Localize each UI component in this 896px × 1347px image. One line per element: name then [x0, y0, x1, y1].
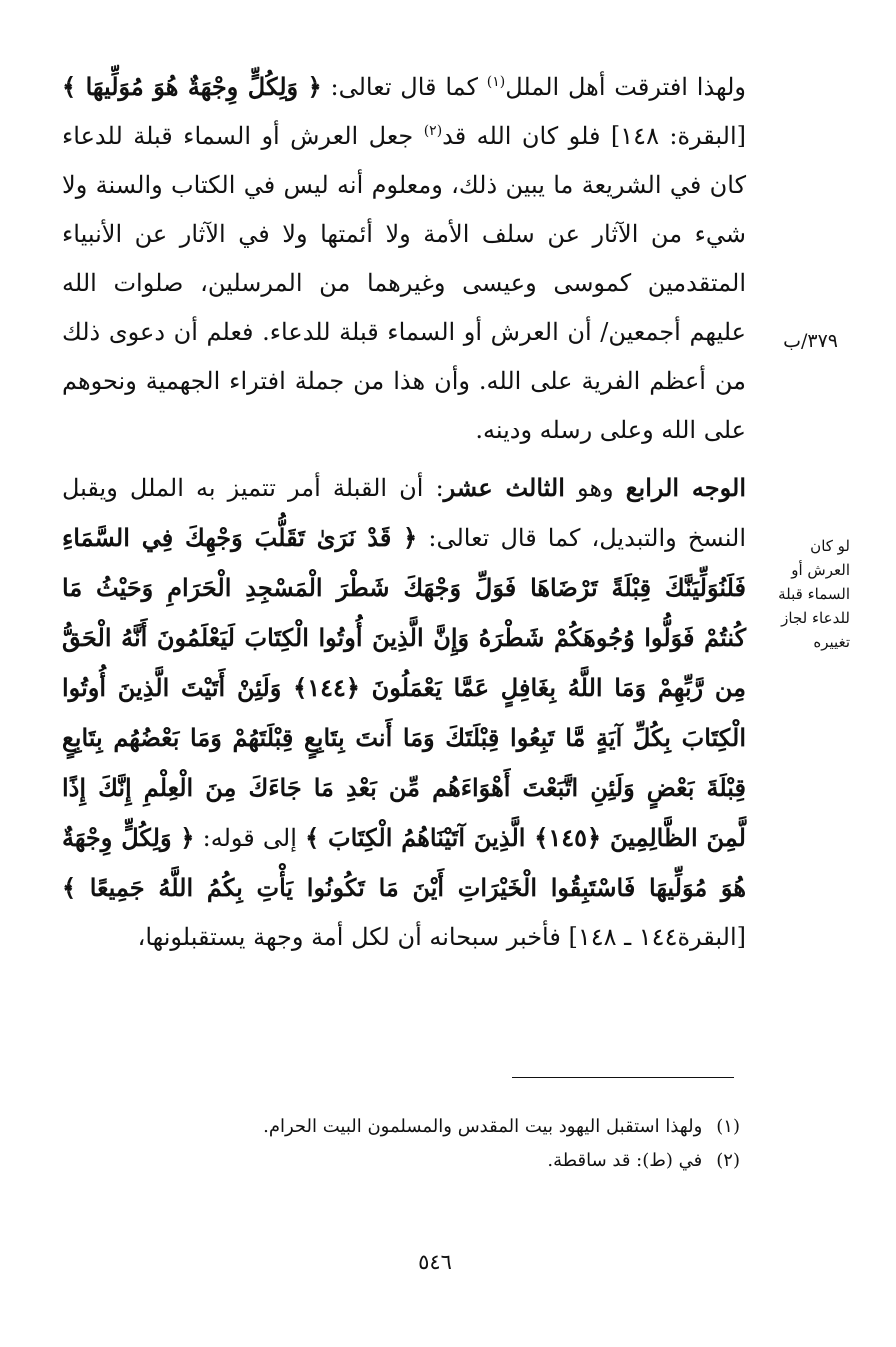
main-text: [62, 62, 746, 962]
quran-verse: ﴿ قَدْ نَرَىٰ تَقَلُّبَ وَجْهِكَ فِي السَّمَاءِ فَلَنُوَلِّيَنَّكَ قِبْلَةً تَرْضَاهَا فَوَلِّ وَجْهَكَ شَطْرَ الْمَسْجِدِ الْحَرَامِ وَحَيْثُ مَا كُنتُمْ فَوَلُّوا وُجُوهَكُمْ شَطْرَهُ وَإِنَّ الَّذِينَ أُوتُوا الْكِتَابَ لَيَعْلَمُونَ أَنَّهُ الْحَقُّ مِن رَّبِّهِمْ وَمَا اللَّهُ بِغَافِلٍ عَمَّا يَعْمَلُونَ ﴿١٤٤﴾ وَلَئِنْ أَتَيْتَ الَّذِينَ أُوتُوا الْكِتَابَ بِكُلِّ آيَةٍ مَّا تَبِعُوا قِبْلَتَكَ وَمَا أَنتَ بِتَابِعٍ قِبْلَتَهُمْ وَمَا بَعْضُهُم بِتَابِعٍ قِبْلَةَ بَعْضٍ وَلَئِنِ اتَّبَعْتَ أَهْوَاءَهُم مِّن بَعْدِ مَا جَاءَكَ مِنَ الْعِلْمِ إِنَّكَ إِذًا لَّمِنَ الظَّالِمِينَ ﴿١٤٥﴾ الَّذِينَ آتَيْنَاهُمُ الْكِتَابَ ﴾: [62, 523, 747, 852]
section-heading-ordinal: الثالث عشر: [443, 473, 565, 502]
footnote-number: (٢): [716, 1150, 740, 1171]
section-heading: الوجه الرابع: [625, 473, 747, 502]
text-segment: ولهذا افترقت أهل الملل: [505, 73, 747, 101]
footnotes: [160, 1110, 740, 1178]
text-segment: كما قال تعالى:: [321, 73, 487, 101]
quran-verse: ﴿ وَلِكُلٍّ وِجْهَةٌ هُوَ مُوَلِّيهَا ﴾: [62, 72, 322, 101]
footnote-text: ولهذا استقبل اليهود بيت المقدس والمسلمون البيت الحرام.: [263, 1116, 703, 1137]
footnote-marker-2[interactable]: (٢): [423, 123, 443, 139]
manuscript-folio-ref: ٣٧٩/ب: [783, 330, 838, 352]
text-segment: جعل العرش أو السماء قبلة للدعاء كان في الشريعة ما يبين ذلك، ومعلوم أنه ليس في الكتاب والسنة ولا شيء من الآثار عن سلف الأمة ولا أئمتها ولا في الآثار عن الأنبياء المتقدمين كموسى وعيسى وغيرهما من المرسلين، صلوات الله عليهم أجمعين/ أن العرش أو السماء قبلة للدعاء. فعلم أن دعوى ذلك من أعظم الفرية على الله. وأن هذا من جملة افتراء الجهمية ونحوهم على الله وعلى رسله ودينه.: [62, 122, 746, 444]
footnote-number: (١): [716, 1116, 740, 1137]
page-number: ٥٤٦: [418, 1250, 452, 1274]
footnote-separator: [512, 1077, 734, 1078]
paragraph-1: [62, 62, 746, 455]
paragraph-2: [62, 463, 746, 962]
text-segment: وهو: [564, 474, 626, 502]
text-segment: إلى قوله:: [194, 824, 306, 852]
margin-note: لو كان العرش أو السماء قبلة للدعاء لجاز تغييره: [778, 537, 850, 651]
footnote-1: [160, 1110, 740, 1144]
footnote-2: [160, 1144, 740, 1178]
text-segment: : أن القبلة أمر تتميز به الملل ويقبل النسخ والتبديل، كما قال تعالى:: [62, 474, 746, 552]
text-segment: [البقرة١٤٤ ـ ١٤٨] فأخبر سبحانه أن لكل أمة وجهة يستقبلونها،: [137, 923, 746, 951]
footnote-marker-1[interactable]: (١): [486, 74, 506, 90]
text-segment: [البقرة: ١٤٨] فلو كان الله قد: [442, 122, 747, 150]
footnote-text: في (ط): قد ساقطة.: [547, 1150, 703, 1171]
quran-verse: ﴿ وَلِكُلٍّ وِجْهَةٌ هُوَ مُوَلِّيهَا فَاسْتَبِقُوا الْخَيْرَاتِ أَيْنَ مَا تَكُونُوا يَأْتِ بِكُمُ اللَّهُ جَمِيعًا ﴾: [62, 823, 746, 902]
